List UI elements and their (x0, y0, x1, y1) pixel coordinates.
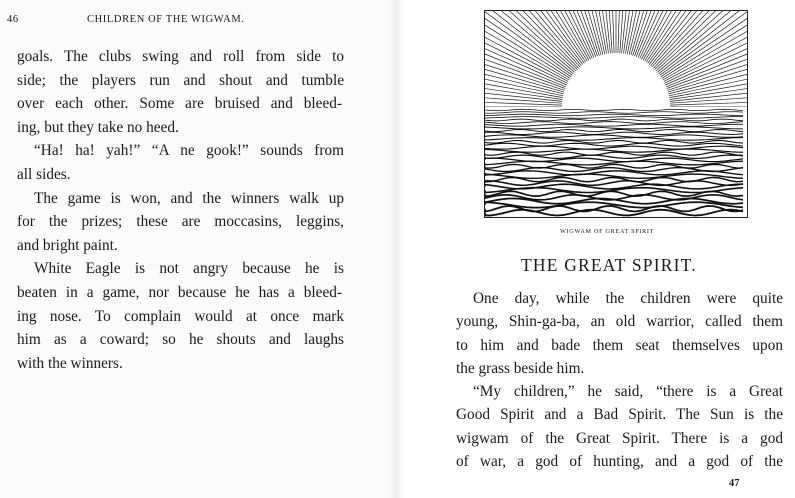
text-line: White Eagle is not angry because he is (34, 260, 344, 278)
text-line: Good Spirit and a Bad Spirit. The Sun is the (456, 406, 783, 424)
illustration-caption: WIGWAM OF GREAT SPIRIT (560, 228, 655, 235)
text-line: wigwam of the Great Spirit. There is a god (456, 429, 783, 447)
text-line: over each other. Some are bruised and bleed- (17, 95, 342, 113)
text-line: young, Shin-ga-ba, an old warrior, called them (456, 313, 783, 331)
paragraph (17, 257, 344, 375)
text-line: all sides. (17, 165, 71, 183)
sun-ray (656, 11, 742, 71)
sun-ray (670, 95, 747, 103)
text-line: and bright paint. (17, 236, 118, 254)
running-head-title: CHILDREN OF THE WIGWAM. (87, 14, 245, 25)
sun-ray (490, 11, 576, 71)
text-line: “Ha! ha! yah!” “A ne gook!” sounds from (34, 142, 344, 160)
sun-ray (649, 11, 721, 64)
text-line: goals. The clubs swing and roll from side to (17, 48, 344, 65)
sun-ray (507, 11, 582, 66)
paragraph (17, 187, 344, 258)
text-line: The game is won, and the winners walk up (34, 189, 344, 207)
sun-ray (651, 11, 726, 66)
text-line: him as a coward; so he shouts and laughs (17, 331, 344, 349)
right-page-number: 47 (729, 478, 740, 489)
text-line: side; the players run and shout and tumble (17, 71, 344, 89)
sun-ray (670, 101, 747, 105)
paragraph (17, 139, 344, 186)
text-line: the grass beside him. (456, 359, 585, 377)
text-line: One day, while the children were quite (473, 290, 783, 307)
sun-ray (667, 55, 747, 91)
sun-ray (502, 11, 580, 67)
sun-ray (665, 33, 748, 84)
chapter-title: THE GREAT SPIRIT. (521, 255, 697, 275)
text-line: to him and bade them seat themselves upon (456, 336, 783, 354)
sun-ray (485, 11, 572, 75)
sun-ray (485, 55, 565, 91)
sunset-illustration (484, 10, 748, 218)
text-line: ing nose. To complain would at once mark (17, 307, 344, 325)
paragraph (456, 287, 783, 380)
right-page-text (456, 287, 783, 473)
paragraph (456, 380, 783, 473)
paragraph (17, 45, 344, 139)
sun-ray (485, 95, 562, 103)
text-line: ing, but they take no heed. (17, 118, 179, 136)
sun-over-sea-engraving (485, 11, 747, 217)
sun-ray (660, 11, 747, 75)
text-line: “My children,” he said, “there is a Great (473, 383, 783, 401)
book-gutter (388, 0, 406, 498)
sun-ray (511, 11, 583, 64)
text-line: with the winners. (17, 354, 123, 372)
text-line: of war, a god of hunting, and a god of the (456, 453, 783, 471)
text-line: beaten in a game, nor because he has a bleed- (17, 283, 342, 301)
sun-ray (652, 11, 730, 67)
left-page-number: 46 (7, 14, 19, 25)
text-line: for the prizes; these are moccasins, leggins, (17, 213, 344, 231)
sun-ray (485, 33, 568, 84)
left-page-text (17, 45, 344, 375)
sun-ray (485, 101, 562, 105)
